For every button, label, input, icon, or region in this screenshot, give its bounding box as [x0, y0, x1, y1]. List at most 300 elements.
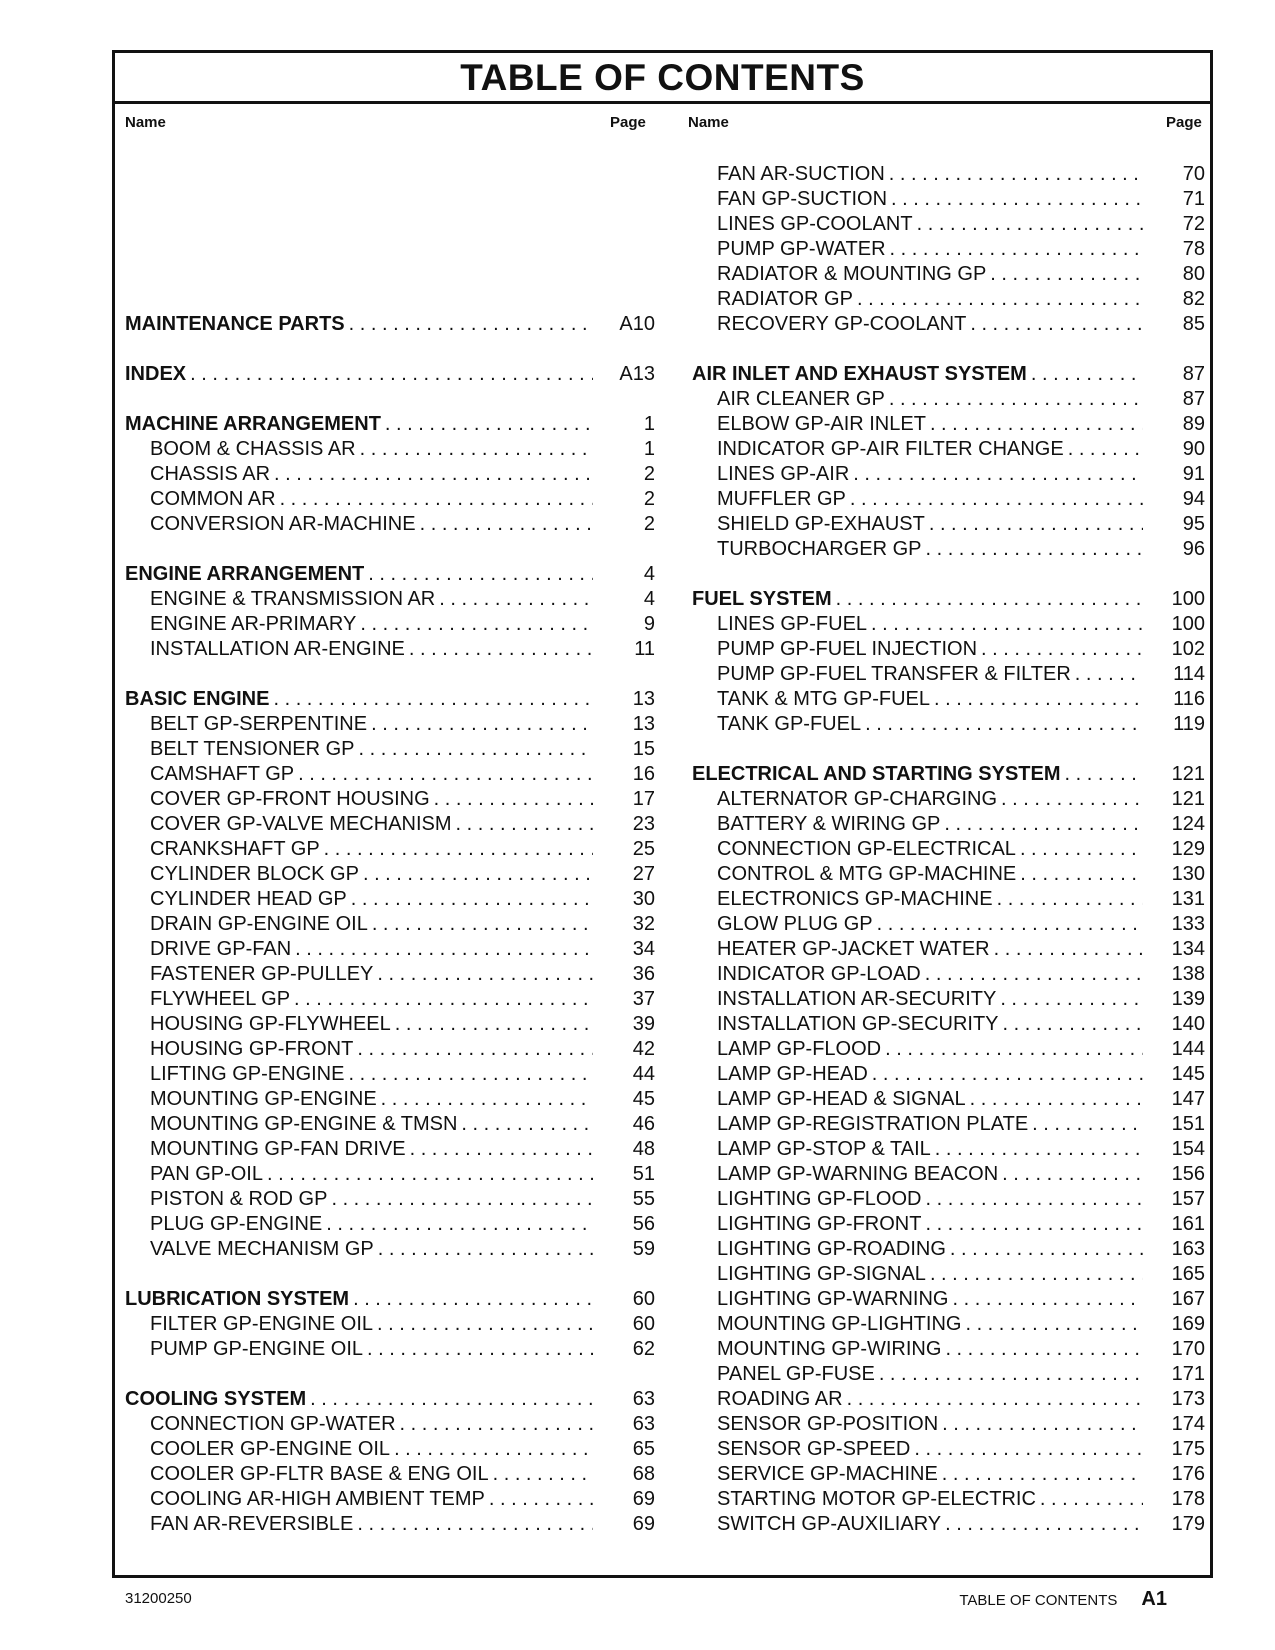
dot-leader: [1064, 437, 1143, 462]
dot-leader: [849, 462, 1143, 487]
toc-entry[interactable]: [125, 512, 655, 537]
toc-entry-name: ROADING AR: [717, 1388, 843, 1410]
toc-entry-name: CONNECTION GP-WATER: [150, 1413, 396, 1435]
toc-entry-name: CHASSIS AR: [150, 463, 271, 485]
toc-entry-page: 55: [632, 1188, 655, 1210]
dot-leader: [885, 162, 1143, 187]
toc-entry-name: RADIATOR GP: [717, 288, 853, 310]
toc-entry-name: COOLER GP-ENGINE OIL: [150, 1438, 391, 1460]
toc-entry-name: ENGINE ARRANGEMENT: [125, 563, 365, 585]
toc-entry-page: 72: [1182, 213, 1205, 235]
toc-entry[interactable]: [125, 1012, 655, 1037]
toc-entry-name: RECOVERY GP-COOLANT: [717, 313, 967, 335]
toc-entry[interactable]: [692, 1262, 1205, 1287]
toc-entry[interactable]: [692, 962, 1205, 987]
toc-entry-name: ALTERNATOR GP-CHARGING: [717, 788, 998, 810]
toc-entry-page: 178: [1171, 1488, 1205, 1510]
toc-entry[interactable]: [692, 1487, 1205, 1512]
dot-leader: [966, 312, 1143, 337]
toc-entry-page: 134: [1171, 938, 1205, 960]
toc-entry[interactable]: [692, 662, 1205, 687]
dot-leader: [457, 1112, 593, 1137]
toc-entry-name: CONVERSION AR-MACHINE: [150, 513, 416, 535]
toc-entry-name: MUFFLER GP: [717, 488, 846, 510]
toc-section-heading[interactable]: [125, 562, 655, 587]
toc-entry-page: 63: [632, 1388, 655, 1410]
toc-entry-page: 131: [1171, 888, 1205, 910]
toc-entry[interactable]: [125, 1337, 655, 1362]
dot-leader: [998, 1162, 1143, 1187]
toc-entry-name: INSTALLATION AR-ENGINE: [150, 638, 405, 660]
toc-entry-name: ELECTRICAL AND STARTING SYSTEM: [692, 763, 1061, 785]
toc-entry-page: 124: [1171, 813, 1205, 835]
toc-entry-page: 140: [1171, 1013, 1205, 1035]
toc-entry-name: ENGINE AR-PRIMARY: [150, 613, 357, 635]
toc-entry-page: 9: [643, 613, 655, 635]
dot-leader: [373, 962, 593, 987]
toc-entry[interactable]: [125, 712, 655, 737]
toc-section-heading[interactable]: [692, 587, 1205, 612]
toc-entry-name: BELT GP-SERPENTINE: [150, 713, 368, 735]
toc-entry-page: 15: [632, 738, 655, 760]
dot-leader: [977, 637, 1143, 662]
toc-entry[interactable]: [125, 812, 655, 837]
toc-entry-name: SWITCH GP-AUXILIARY: [717, 1513, 942, 1535]
toc-entry-page: 89: [1182, 413, 1205, 435]
toc-entry-name: PISTON & ROD GP: [150, 1188, 328, 1210]
toc-entry-name: SENSOR GP-POSITION: [717, 1413, 939, 1435]
toc-entry-name: INDICATOR GP-LOAD: [717, 963, 921, 985]
toc-entry-page: 2: [643, 463, 655, 485]
toc-entry-page: 91: [1182, 463, 1205, 485]
toc-entry[interactable]: [125, 1087, 655, 1112]
toc-entry-name: LIGHTING GP-FLOOD: [717, 1188, 922, 1210]
toc-entry[interactable]: [692, 712, 1205, 737]
toc-entry[interactable]: [125, 1162, 655, 1187]
toc-entry-page: 139: [1171, 988, 1205, 1010]
toc-entry[interactable]: [125, 1512, 655, 1537]
dot-leader: [861, 712, 1143, 737]
toc-entry[interactable]: [692, 387, 1205, 412]
dot-leader: [306, 1387, 593, 1412]
toc-entry[interactable]: [125, 887, 655, 912]
toc-entry-page: 39: [632, 1013, 655, 1035]
toc-entry-name: HOUSING GP-FLYWHEEL: [150, 1013, 391, 1035]
toc-entry[interactable]: [692, 1387, 1205, 1412]
toc-entry-name: PLUG GP-ENGINE: [150, 1213, 323, 1235]
toc-entry[interactable]: [692, 1112, 1205, 1137]
toc-entry[interactable]: [125, 762, 655, 787]
toc-entry[interactable]: [125, 487, 655, 512]
toc-entry-page: 82: [1182, 288, 1205, 310]
dot-leader: [344, 1062, 593, 1087]
toc-entry[interactable]: [692, 1212, 1205, 1237]
toc-entry-page: 62: [632, 1338, 655, 1360]
toc-entry-name: PUMP GP-FUEL INJECTION: [717, 638, 978, 660]
toc-entry[interactable]: [692, 887, 1205, 912]
toc-entry[interactable]: [125, 1462, 655, 1487]
dot-leader: [322, 1212, 593, 1237]
dot-leader: [867, 612, 1143, 637]
toc-entry-page: 119: [1173, 713, 1205, 735]
toc-entry[interactable]: [692, 1437, 1205, 1462]
toc-entry-name: CAMSHAFT GP: [150, 763, 295, 785]
toc-entry-name: LAMP GP-STOP & TAIL: [717, 1138, 931, 1160]
toc-entry-page: 169: [1171, 1313, 1205, 1335]
dot-leader: [374, 1237, 593, 1262]
toc-entry[interactable]: [125, 1312, 655, 1337]
dot-leader: [961, 1312, 1143, 1337]
doc-number: 31200250: [125, 1590, 192, 1607]
toc-entry-page: 145: [1171, 1063, 1205, 1085]
toc-entry-page: 1: [643, 413, 655, 435]
toc-section-heading[interactable]: [125, 1387, 655, 1412]
toc-entry-name: STARTING MOTOR GP-ELECTRIC: [717, 1488, 1036, 1510]
dot-leader: [430, 787, 593, 812]
toc-entry[interactable]: [125, 1062, 655, 1087]
toc-entry[interactable]: [692, 437, 1205, 462]
dot-leader: [353, 1037, 593, 1062]
toc-entry-page: 37: [632, 988, 655, 1010]
toc-entry-name: COOLING SYSTEM: [125, 1388, 307, 1410]
toc-entry[interactable]: [125, 612, 655, 637]
toc-entry-page: 85: [1182, 313, 1205, 335]
dot-leader: [377, 1087, 593, 1112]
toc-entry-page: 163: [1171, 1238, 1205, 1260]
toc-entry[interactable]: [692, 1512, 1205, 1537]
dot-leader: [1016, 862, 1143, 887]
toc-entry[interactable]: [125, 862, 655, 887]
toc-entry-name: PAN GP-OIL: [150, 1163, 263, 1185]
toc-entry[interactable]: [692, 1162, 1205, 1187]
toc-entry-name: PANEL GP-FUSE: [717, 1363, 875, 1385]
toc-entry[interactable]: [125, 912, 655, 937]
toc-entry-page: 16: [632, 763, 655, 785]
toc-entry-name: ENGINE & TRANSMISSION AR: [150, 588, 436, 610]
toc-entry-page: 121: [1171, 788, 1205, 810]
toc-entry-name: COOLER GP-FLTR BASE & ENG OIL: [150, 1463, 489, 1485]
toc-entry-page: 167: [1171, 1288, 1205, 1310]
toc-entry[interactable]: [692, 487, 1205, 512]
toc-entry[interactable]: [692, 1362, 1205, 1387]
toc-entry-page: 2: [643, 488, 655, 510]
toc-entry-name: FASTENER GP-PULLEY: [150, 963, 374, 985]
footer-page-number: A1: [1141, 1588, 1167, 1610]
toc-entry[interactable]: [692, 1062, 1205, 1087]
toc-entry-name: INSTALLATION GP-SECURITY: [717, 1013, 999, 1035]
toc-entry[interactable]: [692, 1462, 1205, 1487]
toc-entry-name: MOUNTING GP-ENGINE: [150, 1088, 377, 1110]
toc-entry[interactable]: [692, 1412, 1205, 1437]
toc-entry[interactable]: [692, 862, 1205, 887]
toc-entry[interactable]: [125, 437, 655, 462]
dot-leader: [359, 862, 593, 887]
toc-section-heading[interactable]: [125, 362, 655, 387]
dot-leader: [1027, 362, 1143, 387]
dot-leader: [435, 587, 593, 612]
dot-leader: [921, 1212, 1143, 1237]
toc-section-heading[interactable]: [125, 412, 655, 437]
toc-entry[interactable]: [692, 1037, 1205, 1062]
toc-entry[interactable]: [125, 587, 655, 612]
toc-entry-page: 4: [643, 588, 655, 610]
toc-entry-page: 165: [1171, 1263, 1205, 1285]
right-page-header: Page: [1166, 114, 1202, 131]
dot-leader: [999, 1012, 1143, 1037]
toc-entry-name: COVER GP-FRONT HOUSING: [150, 788, 430, 810]
toc-entry[interactable]: [125, 1037, 655, 1062]
toc-entry-page: 133: [1171, 913, 1205, 935]
dot-leader: [938, 1462, 1143, 1487]
toc-entry-page: 2: [643, 513, 655, 535]
toc-section-heading[interactable]: [692, 762, 1205, 787]
dot-leader: [946, 1237, 1143, 1262]
toc-entry[interactable]: [692, 1237, 1205, 1262]
toc-entry-name: FAN AR-REVERSIBLE: [150, 1513, 354, 1535]
dot-leader: [406, 1137, 593, 1162]
toc-entry-name: BATTERY & WIRING GP: [717, 813, 941, 835]
toc-entry[interactable]: [692, 237, 1205, 262]
dot-leader: [345, 312, 593, 337]
toc-entry-name: INSTALLATION AR-SECURITY: [717, 988, 997, 1010]
toc-entry-page: 179: [1171, 1513, 1205, 1535]
toc-entry[interactable]: [692, 612, 1205, 637]
toc-entry[interactable]: [692, 1287, 1205, 1312]
toc-section-heading[interactable]: [692, 362, 1205, 387]
toc-entry[interactable]: [692, 1087, 1205, 1112]
dot-leader: [926, 1262, 1143, 1287]
dot-leader: [913, 212, 1143, 237]
dot-leader: [873, 912, 1143, 937]
toc-entry-page: 78: [1182, 238, 1205, 260]
toc-entry[interactable]: [692, 812, 1205, 837]
toc-entry-page: 71: [1182, 188, 1205, 210]
dot-leader: [921, 1187, 1143, 1212]
toc-entry[interactable]: [692, 287, 1205, 312]
toc-entry[interactable]: [125, 1137, 655, 1162]
toc-entry-page: 87: [1182, 388, 1205, 410]
toc-entry-name: INDICATOR GP-AIR FILTER CHANGE: [717, 438, 1064, 460]
toc-entry[interactable]: [692, 312, 1205, 337]
toc-entry-page: 36: [632, 963, 655, 985]
toc-entry[interactable]: [692, 187, 1205, 212]
toc-entry[interactable]: [692, 937, 1205, 962]
toc-entry[interactable]: [692, 1337, 1205, 1362]
toc-entry-name: RADIATOR & MOUNTING GP: [717, 263, 987, 285]
dot-leader: [291, 937, 593, 962]
dot-leader: [186, 362, 593, 387]
dot-leader: [886, 237, 1143, 262]
dot-leader: [452, 812, 593, 837]
toc-entry[interactable]: [692, 837, 1205, 862]
dot-leader: [875, 1362, 1143, 1387]
dot-leader: [881, 1037, 1143, 1062]
toc-entry-page: 161: [1171, 1213, 1205, 1235]
toc-entry-name: ELBOW GP-AIR INLET: [717, 413, 926, 435]
toc-entry-page: 102: [1171, 638, 1205, 660]
toc-entry-name: CRANKSHAFT GP: [150, 838, 320, 860]
toc-entry-page: 121: [1171, 763, 1205, 785]
dot-leader: [396, 1412, 593, 1437]
toc-entry[interactable]: [692, 537, 1205, 562]
toc-entry-name: ELECTRONICS GP-MACHINE: [717, 888, 993, 910]
dot-leader: [990, 937, 1143, 962]
dot-leader: [885, 387, 1143, 412]
toc-entry[interactable]: [692, 787, 1205, 812]
toc-entry-page: 171: [1171, 1363, 1205, 1385]
toc-entry[interactable]: [692, 462, 1205, 487]
toc-entry-name: AIR CLEANER GP: [717, 388, 885, 410]
toc-entry-page: 60: [632, 1313, 655, 1335]
toc-entry-name: CONTROL & MTG GP-MACHINE: [717, 863, 1017, 885]
toc-entry-page: 154: [1171, 1138, 1205, 1160]
toc-entry-page: 13: [632, 713, 655, 735]
dot-leader: [996, 987, 1143, 1012]
toc-entry[interactable]: [692, 1187, 1205, 1212]
toc-entry[interactable]: [692, 1312, 1205, 1337]
toc-entry-page: 56: [632, 1213, 655, 1235]
toc-entry[interactable]: [125, 1437, 655, 1462]
dot-leader: [364, 562, 593, 587]
toc-entry-name: DRAIN GP-ENGINE OIL: [150, 913, 368, 935]
toc-entry-name: LUBRICATION SYSTEM: [125, 1288, 350, 1310]
dot-leader: [355, 737, 593, 762]
toc-entry-page: 138: [1171, 963, 1205, 985]
toc-entry[interactable]: [125, 787, 655, 812]
toc-entry-page: 175: [1171, 1438, 1205, 1460]
toc-entry[interactable]: [125, 937, 655, 962]
dot-leader: [925, 512, 1143, 537]
footer-section-label: TABLE OF CONTENTS: [959, 1592, 1118, 1609]
toc-entry[interactable]: [125, 462, 655, 487]
dot-leader: [926, 412, 1143, 437]
toc-entry[interactable]: [692, 1012, 1205, 1037]
toc-entry-name: HOUSING GP-FRONT: [150, 1038, 354, 1060]
toc-entry[interactable]: [125, 1112, 655, 1137]
dot-leader: [373, 1312, 593, 1337]
toc-entry[interactable]: [692, 212, 1205, 237]
dot-leader: [993, 887, 1143, 912]
dot-leader: [966, 1087, 1143, 1112]
dot-leader: [276, 487, 593, 512]
toc-entry-name: MOUNTING GP-ENGINE & TMSN: [150, 1113, 458, 1135]
toc-entry-page: 32: [632, 913, 655, 935]
toc-entry-name: SHIELD GP-EXHAUST: [717, 513, 925, 535]
toc-section-heading[interactable]: [125, 1287, 655, 1312]
dot-leader: [356, 612, 593, 637]
toc-entry-name: PUMP GP-ENGINE OIL: [150, 1338, 364, 1360]
dot-leader: [1061, 762, 1143, 787]
toc-entry-page: A13: [619, 363, 655, 385]
toc-entry-page: 174: [1171, 1413, 1205, 1435]
toc-entry[interactable]: [125, 837, 655, 862]
toc-entry[interactable]: [125, 987, 655, 1012]
toc-entry[interactable]: [692, 512, 1205, 537]
right-name-header: Name: [688, 114, 729, 131]
toc-entry-name: SENSOR GP-SPEED: [717, 1438, 911, 1460]
toc-entry-name: TURBOCHARGER GP: [717, 538, 922, 560]
toc-entry-page: 87: [1182, 363, 1205, 385]
dot-leader: [349, 1287, 593, 1312]
toc-entry-name: CYLINDER BLOCK GP: [150, 863, 359, 885]
toc-entry-page: 116: [1173, 688, 1205, 710]
toc-entry[interactable]: [125, 1412, 655, 1437]
toc-entry-name: AIR INLET AND EXHAUST SYSTEM: [692, 363, 1027, 385]
dot-leader: [941, 1512, 1143, 1537]
toc-entry-name: DRIVE GP-FAN: [150, 938, 292, 960]
toc-entry-name: CYLINDER HEAD GP: [150, 888, 347, 910]
dot-leader: [997, 787, 1143, 812]
toc-entry-name: FUEL SYSTEM: [692, 588, 832, 610]
toc-entry-page: 100: [1171, 613, 1205, 635]
dot-leader: [921, 537, 1143, 562]
toc-entry-page: 70: [1182, 163, 1205, 185]
toc-entry[interactable]: [125, 962, 655, 987]
toc-entry-name: HEATER GP-JACKET WATER: [717, 938, 990, 960]
toc-entry-page: 25: [632, 838, 655, 860]
toc-section-heading[interactable]: [125, 687, 655, 712]
toc-entry-name: LINES GP-FUEL: [717, 613, 868, 635]
toc-entry[interactable]: [692, 912, 1205, 937]
toc-entry[interactable]: [692, 412, 1205, 437]
toc-entry-page: A10: [619, 313, 655, 335]
dot-leader: [381, 412, 593, 437]
dot-leader: [485, 1487, 593, 1512]
toc-entry-name: MOUNTING GP-LIGHTING: [717, 1313, 962, 1335]
toc-entry-name: GLOW PLUG GP: [717, 913, 873, 935]
dot-leader: [868, 1062, 1143, 1087]
dot-leader: [368, 912, 593, 937]
dot-leader: [887, 187, 1143, 212]
dot-leader: [940, 812, 1143, 837]
dot-leader: [294, 762, 593, 787]
toc-entry[interactable]: [125, 1237, 655, 1262]
toc-entry[interactable]: [125, 1212, 655, 1237]
left-name-header: Name: [125, 114, 166, 131]
toc-section-heading[interactable]: [125, 312, 655, 337]
toc-entry[interactable]: [692, 687, 1205, 712]
dot-leader: [1071, 662, 1143, 687]
toc-entry-name: LIGHTING GP-WARNING: [717, 1288, 949, 1310]
toc-entry-page: 46: [632, 1113, 655, 1135]
toc-entry-page: 157: [1171, 1188, 1205, 1210]
toc-entry-name: TANK GP-FUEL: [717, 713, 862, 735]
toc-entry[interactable]: [692, 987, 1205, 1012]
toc-entry-name: LAMP GP-HEAD: [717, 1063, 868, 1085]
toc-entry[interactable]: [125, 637, 655, 662]
toc-entry[interactable]: [692, 637, 1205, 662]
toc-entry-page: 80: [1182, 263, 1205, 285]
toc-entry[interactable]: [125, 737, 655, 762]
toc-entry-page: 144: [1171, 1038, 1205, 1060]
dot-leader: [931, 1137, 1143, 1162]
dot-leader: [290, 987, 593, 1012]
toc-entry[interactable]: [692, 262, 1205, 287]
toc-entry-name: FILTER GP-ENGINE OIL: [150, 1313, 373, 1335]
toc-entry-page: 170: [1171, 1338, 1205, 1360]
toc-entry-page: 48: [632, 1138, 655, 1160]
dot-leader: [941, 1337, 1143, 1362]
toc-entry-page: 151: [1171, 1113, 1205, 1135]
toc-entry[interactable]: [125, 1487, 655, 1512]
dot-leader: [270, 462, 593, 487]
toc-entry[interactable]: [692, 162, 1205, 187]
toc-entry-page: 44: [632, 1063, 655, 1085]
toc-entry-name: PUMP GP-FUEL TRANSFER & FILTER: [717, 663, 1071, 685]
toc-entry-name: MAINTENANCE PARTS: [125, 313, 345, 335]
toc-entry[interactable]: [125, 1187, 655, 1212]
toc-entry[interactable]: [692, 1137, 1205, 1162]
